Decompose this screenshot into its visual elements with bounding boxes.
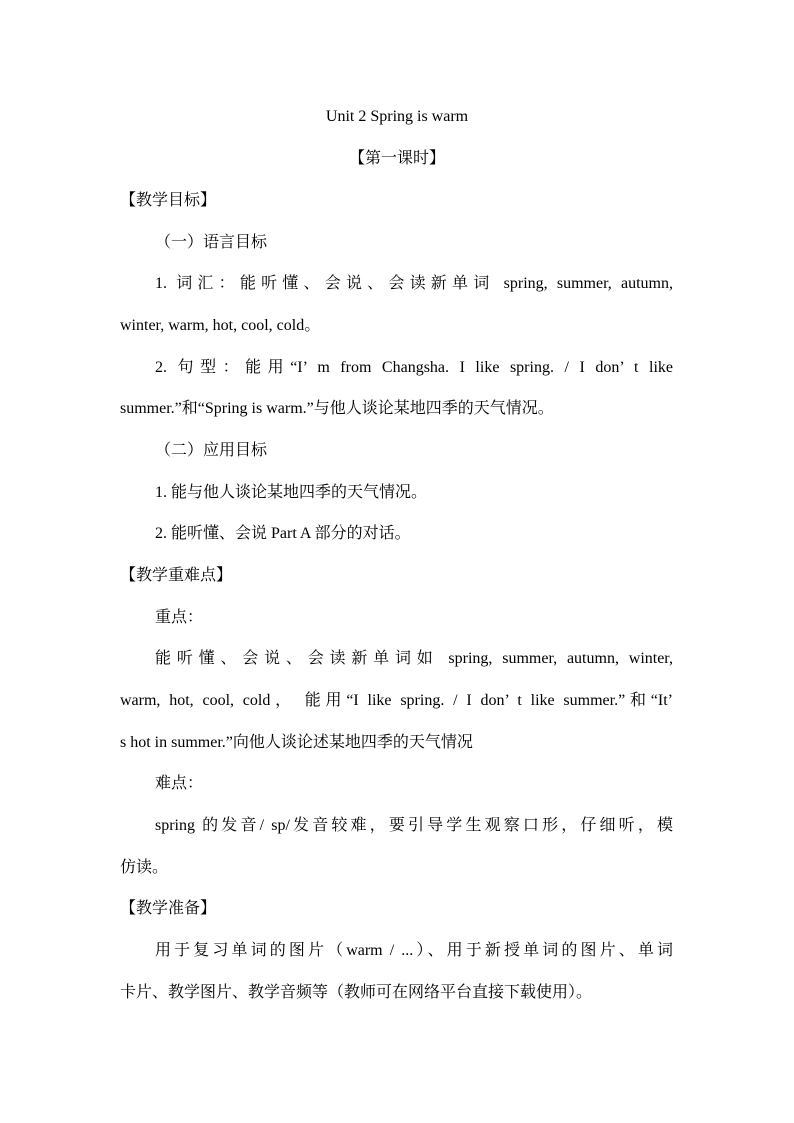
difficult-line-1: spring 的发音/ sp/发音较难，要引导学生观察口形，仔细听，模	[155, 817, 673, 834]
language-objectives-heading: （一）语言目标	[155, 234, 268, 251]
application-item-2: 2. 能听懂、会说 Part A 部分的对话。	[155, 525, 411, 542]
application-item-1: 1. 能与他人谈论某地四季的天气情况。	[155, 484, 428, 501]
objectives-heading: 【教学目标】	[120, 192, 217, 209]
preparation-heading: 【教学准备】	[120, 900, 217, 917]
preparation-line-2: 卡片、教学图片、教学音频等（教师可在网络平台直接下载使用）。	[120, 984, 593, 1001]
vocabulary-item-line2: winter, warm, hot, cool, cold。	[120, 317, 321, 334]
sentence-pattern-line2: summer.”和“Spring is warm.”与他人谈论某地四季的天气情况。	[120, 400, 554, 417]
key-line-1: 能听懂、会说、会读新单词如 spring, summer, autumn, winter,	[155, 650, 673, 667]
key-line-3: s hot in summer.”向他人谈论述某地四季的天气情况	[120, 734, 473, 751]
vocabulary-item-line1: 1. 词汇：能听懂、会说、会读新单词 spring, summer, autumn,	[155, 275, 673, 292]
key-line-2: warm, hot, cool, cold， 能用“I like spring. / I don’ t like summer.”和“It’	[120, 692, 673, 709]
document-title: Unit 2 Spring is warm	[325, 108, 469, 125]
lesson-label: 【第一课时】	[348, 150, 445, 167]
application-objectives-heading: （二）应用目标	[155, 442, 268, 459]
preparation-line-1: 用于复习单词的图片（warm / ...）、用于新授单词的图片、单词	[155, 942, 673, 959]
key-label: 重点：	[155, 609, 204, 626]
difficult-label: 难点：	[155, 775, 204, 792]
difficult-line-2: 仿读。	[120, 859, 169, 876]
keypoints-heading: 【教学重难点】	[120, 567, 233, 584]
sentence-pattern-line1: 2. 句型：能用“I’ m from Changsha. I like spring. / I don’ t like	[155, 359, 673, 376]
